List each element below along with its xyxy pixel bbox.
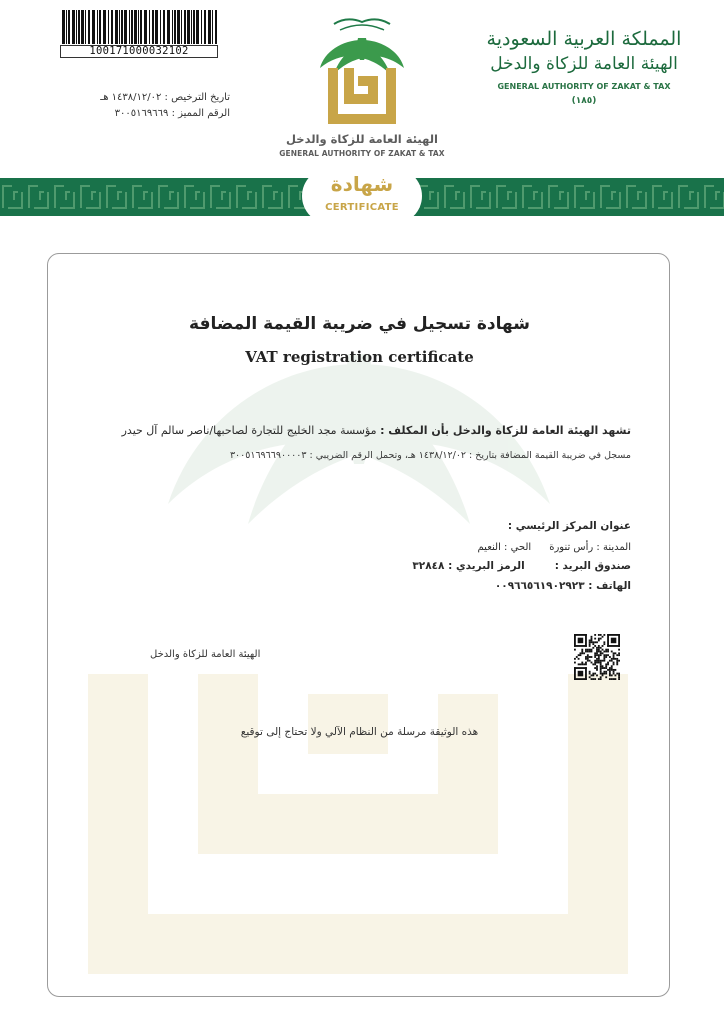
zakat-logo bbox=[272, 10, 452, 160]
badge-title-ar: شهادة bbox=[330, 172, 394, 196]
certify-line bbox=[122, 424, 631, 437]
authority-code: (١٨٥) bbox=[571, 96, 597, 106]
address-heading: عنوان المركز الرئيسي : bbox=[507, 520, 631, 532]
signature-authority: الهيئة العامة للزكاة والدخل bbox=[150, 649, 261, 660]
license-info bbox=[80, 90, 230, 122]
barcode-icon bbox=[60, 10, 218, 44]
certify-label: تشهد الهيئة العامة للزكاة والدخل بأن المكلف : bbox=[380, 424, 631, 437]
barcode-number: 100171000032102 bbox=[60, 45, 218, 58]
po-box: صندوق البريد : bbox=[554, 560, 631, 572]
authority-name-ar: الهيئة العامة للزكاة والدخل bbox=[490, 54, 678, 74]
taxpayer-name: مؤسسة مجد الخليج للتجارة لصاحبها/ناصر سالم آل حيدر bbox=[121, 424, 377, 437]
certificate-title-en: VAT registration certificate bbox=[245, 348, 474, 366]
certificate-card bbox=[47, 253, 670, 997]
badge-title-en: CERTIFICATE bbox=[325, 202, 399, 213]
kingdom-name: المملكة العربية السعودية bbox=[486, 28, 682, 50]
qr-code-icon bbox=[574, 634, 620, 680]
city-district-line bbox=[478, 542, 631, 553]
postal-code: الرمز البريدي : ٣٢٨٤٨ bbox=[412, 560, 525, 572]
registration-line: مسجل في ضريبة القيمة المضافة بتاريخ : ١٤٣٨/١٢/٠٢ هـ، وتحمل الرقم الضريبي : ٣٠٠٥١٦٩٦٦٩٠٠٠٠٣ bbox=[229, 450, 631, 461]
auto-system-note: هذه الوثيقة مرسلة من النظام الآلي ولا تحتاج إلى توقيع bbox=[240, 726, 479, 738]
license-id: الرقم المميز : ٣٠٠٥١٦٩٦٦٩ bbox=[114, 108, 230, 119]
authority-name-en: GENERAL AUTHORITY OF ZAKAT & TAX bbox=[497, 82, 671, 91]
logo-name-ar: الهيئة العامة للزكاة والدخل bbox=[286, 132, 438, 146]
certificate-title-ar: شهادة تسجيل في ضريبة القيمة المضافة bbox=[189, 314, 530, 334]
certificate-badge bbox=[302, 168, 422, 224]
palm-zakat-logo-icon bbox=[272, 10, 452, 132]
city: المدينة : رأس تنورة bbox=[549, 542, 631, 553]
license-date: تاريخ الترخيص : ١٤٣٨/١٢/٠٢ هـ bbox=[100, 92, 230, 103]
barcode bbox=[60, 10, 218, 58]
logo-name-en: GENERAL AUTHORITY OF ZAKAT & TAX bbox=[279, 149, 445, 158]
district: الحي : النعيم bbox=[477, 542, 532, 553]
postal-line bbox=[412, 560, 631, 572]
phone: الهاتف : ٠٠٩٦٦٥٦١٩٠٢٩٢٣ bbox=[494, 580, 631, 592]
authority-header bbox=[484, 26, 684, 106]
